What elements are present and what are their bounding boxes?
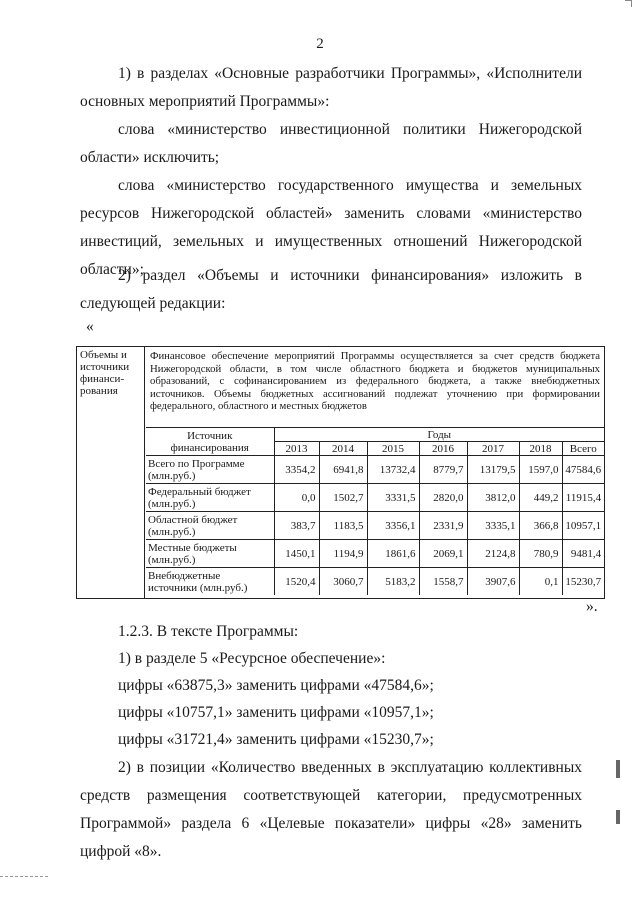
year-header-cell: 2013 (274, 442, 319, 456)
value-cell: 47584,6 (562, 456, 604, 484)
financing-table (76, 346, 605, 599)
value-cell: 11915,4 (562, 484, 604, 512)
value-cell: 449,2 (519, 484, 562, 512)
year-header-cell: 2016 (419, 442, 467, 456)
table-row (146, 540, 604, 568)
value-cell: 3354,2 (274, 456, 319, 484)
value-cell: 0,0 (274, 484, 319, 512)
paragraph-replace-1: цифры «63875,3» заменить цифрами «47584,6»; (118, 677, 434, 694)
value-cell: 3907,6 (467, 568, 519, 596)
year-header-cell: 2017 (467, 442, 519, 456)
value-cell: 3331,5 (367, 484, 419, 512)
paragraph-exclude-ministry: слова «министерство инвестиционной политики Нижегородской области» исключить; (80, 121, 582, 166)
paragraph-replace-ministry: слова «министерство государственного имущества и земельных ресурсов Нижегородской областей» заменить словами «министерство инвестиций, земельных и имущественных отношений Нижегородской области»; (80, 177, 582, 278)
value-cell: 5183,2 (367, 568, 419, 596)
value-cell: 3335,1 (467, 512, 519, 540)
table-description: Финансовое обеспечение мероприятий Программы осуществляется за счет средств бюджета Нижегородской области, в том числе областного бюджета и бюджетов муниципальных образований, с софинансированием из федерального бюджета, а также внебюджетных источников. Объемы бюджетных ассигнований подлежат уточнению при формировании федерального, областного и местных бюджетов (146, 347, 604, 428)
corner-mark (625, 0, 632, 7)
value-cell: 3812,0 (467, 484, 519, 512)
value-cell: 366,8 (519, 512, 562, 540)
value-cell: 383,7 (274, 512, 319, 540)
row-label: Областной бюджет (млн.руб.) (146, 512, 274, 540)
value-cell: 2069,1 (419, 540, 467, 568)
financing-grid (146, 428, 604, 598)
value-cell: 9481,4 (562, 540, 604, 568)
open-quote: « (86, 318, 94, 335)
value-cell: 6941,8 (319, 456, 367, 484)
paragraph-developers: 1) в разделах «Основные разработчики Программы», «Исполнители основных мероприятий Программы»: (80, 65, 582, 110)
years-header: Годы (274, 428, 604, 442)
value-cell: 13179,5 (467, 456, 519, 484)
row-label: Местные бюджеты (млн.руб.) (146, 540, 274, 568)
paragraph-replace-2: цифры «10757,1» заменить цифрами «10957,1»; (118, 704, 434, 721)
value-cell: 2124,8 (467, 540, 519, 568)
paragraph-financing-section: 2) раздел «Объемы и источники финансирования» изложить в следующей редакции: (80, 267, 582, 312)
value-cell: 1194,9 (319, 540, 367, 568)
value-cell: 13732,4 (367, 456, 419, 484)
value-cell: 10957,1 (562, 512, 604, 540)
value-cell: 1558,7 (419, 568, 467, 596)
table-row (146, 512, 604, 540)
table-row (146, 568, 604, 596)
value-cell: 2331,9 (419, 512, 467, 540)
paragraph-replace-3: цифры «31721,4» заменить цифрами «15230,7»; (118, 731, 434, 748)
year-header-cell: 2015 (367, 442, 419, 456)
paragraph-program-text: 1.2.3. В тексте Программы: (118, 623, 299, 640)
value-cell: 1183,5 (319, 512, 367, 540)
value-cell: 780,9 (519, 540, 562, 568)
close-quote: ». (586, 598, 598, 615)
value-cell: 2820,0 (419, 484, 467, 512)
row-label: Федеральный бюджет (млн.руб.) (146, 484, 274, 512)
year-header-cell: 2014 (319, 442, 367, 456)
value-cell: 0,1 (519, 568, 562, 596)
row-label: Всего по Программе (млн.руб.) (146, 456, 274, 484)
value-cell: 3060,7 (319, 568, 367, 596)
table-left-label: Объемы и источники финанси-рования (77, 347, 145, 598)
page-number: 2 (316, 36, 324, 52)
value-cell: 1520,4 (274, 568, 319, 596)
bottom-dash-line (0, 876, 48, 877)
value-cell: 1861,6 (367, 540, 419, 568)
paragraph-target-indicators: 2) в позиции «Количество введенных в эксплуатацию коллективных средств размещения соответствующей категории, предусмотренных Программой» раздела 6 «Целевые показатели» цифры «28» заменить цифрой «8». (80, 759, 582, 860)
row-label: Внебюджетные источники (млн.руб.) (146, 568, 274, 596)
year-header-cell: 2018 (519, 442, 562, 456)
value-cell: 1450,1 (274, 540, 319, 568)
source-header: Источник финансирования (146, 428, 274, 456)
margin-mark-1 (616, 760, 620, 778)
year-header-cell: Всего (562, 442, 604, 456)
margin-mark-2 (616, 810, 620, 824)
value-cell: 15230,7 (562, 568, 604, 596)
table-row (146, 484, 604, 512)
value-cell: 8779,7 (419, 456, 467, 484)
value-cell: 3356,1 (367, 512, 419, 540)
table-row (146, 456, 604, 484)
value-cell: 1597,0 (519, 456, 562, 484)
value-cell: 1502,7 (319, 484, 367, 512)
paragraph-resources: 1) в разделе 5 «Ресурсное обеспечение»: (118, 650, 386, 667)
